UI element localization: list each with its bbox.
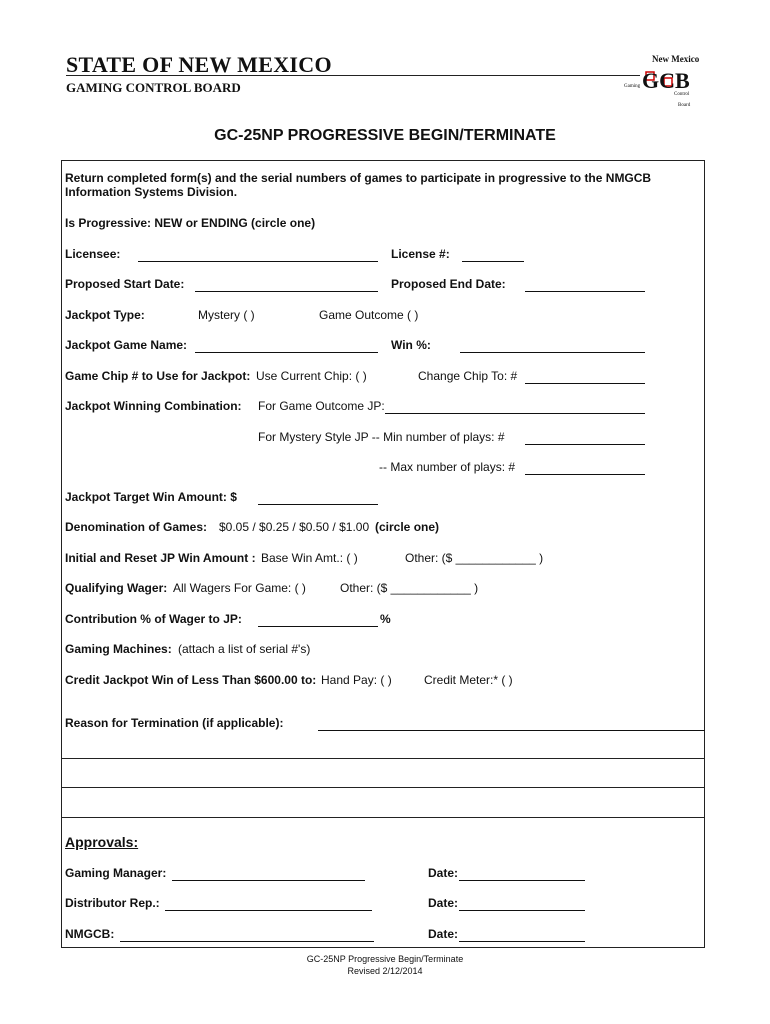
- logo-left-text: Gaming: [624, 84, 641, 89]
- nmgcb-logo-icon: [612, 52, 716, 110]
- end-date-field[interactable]: [525, 291, 645, 292]
- logo-mid-text: Control: [674, 92, 690, 97]
- logo-big-text: GCB: [642, 68, 690, 93]
- start-date-field[interactable]: [195, 291, 378, 292]
- game-outcome-option[interactable]: Game Outcome ( ): [319, 308, 419, 322]
- gaming-manager-date-label: Date:: [428, 866, 459, 880]
- jackpot-type-label: Jackpot Type:: [65, 308, 145, 322]
- change-chip-field[interactable]: [525, 383, 645, 384]
- footer-form-name: GC-25NP Progressive Begin/Terminate: [306, 954, 464, 964]
- mystery-max-plays-field[interactable]: [525, 474, 645, 475]
- target-win-label: Jackpot Target Win Amount: $: [65, 490, 237, 504]
- termination-reason-label: Reason for Termination (if applicable):: [65, 716, 284, 730]
- header-divider: [66, 75, 640, 76]
- game-outcome-jp-field[interactable]: [385, 413, 645, 414]
- nmgcb-date-label: Date:: [428, 927, 459, 941]
- gaming-manager-label: Gaming Manager:: [65, 866, 167, 880]
- denomination-circle-one: (circle one): [375, 520, 440, 534]
- denomination-values[interactable]: $0.05 / $0.25 / $0.50 / $1.00: [219, 520, 370, 534]
- approvals-heading: Approvals:: [65, 834, 139, 850]
- termination-line-3[interactable]: [61, 787, 705, 788]
- logo-bottom-text: Board: [678, 103, 691, 108]
- board-subheading: GAMING CONTROL BOARD: [66, 80, 241, 95]
- other-wager-field[interactable]: Other: ($ ____________ ): [340, 581, 479, 595]
- gaming-manager-date-field[interactable]: [459, 880, 585, 881]
- qualifying-wager-label: Qualifying Wager:: [65, 581, 168, 595]
- jackpot-game-name-label: Jackpot Game Name:: [65, 338, 188, 352]
- credit-jackpot-label: Credit Jackpot Win of Less Than $600.00 to:: [65, 673, 317, 687]
- winning-combination-label: Jackpot Winning Combination:: [65, 399, 242, 413]
- other-win-field[interactable]: Other: ($ ____________ ): [405, 551, 544, 565]
- mystery-min-plays-label: For Mystery Style JP -- Min number of plays: #: [258, 430, 505, 444]
- denomination-label: Denomination of Games:: [65, 520, 208, 534]
- mystery-max-plays-label: -- Max number of plays: #: [379, 460, 516, 474]
- use-current-chip-option[interactable]: Use Current Chip: ( ): [256, 369, 367, 383]
- distributor-rep-date-field[interactable]: [459, 910, 585, 911]
- credit-meter-option[interactable]: Credit Meter:* ( ): [424, 673, 513, 687]
- nmgcb-field[interactable]: [120, 941, 374, 942]
- license-number-field[interactable]: [462, 261, 524, 262]
- intro-line-1: Return completed form(s) and the serial numbers of games to participate in progressive to the NMGCB: [65, 171, 652, 185]
- mystery-min-plays-field[interactable]: [525, 444, 645, 445]
- gaming-manager-field[interactable]: [172, 880, 365, 881]
- target-win-field[interactable]: [258, 504, 378, 505]
- change-chip-label: Change Chip To: #: [418, 369, 518, 383]
- contribution-percent: %: [380, 612, 391, 626]
- form-title: GC-25NP PROGRESSIVE BEGIN/TERMINATE: [214, 127, 556, 144]
- game-outcome-jp-label: For Game Outcome JP:: [258, 399, 385, 413]
- termination-line-4[interactable]: [61, 817, 705, 818]
- footer-revised: Revised 2/12/2014: [347, 966, 423, 976]
- start-date-label: Proposed Start Date:: [65, 277, 185, 291]
- initial-reset-label: Initial and Reset JP Win Amount :: [65, 551, 256, 565]
- win-percent-label: Win %:: [391, 338, 431, 352]
- distributor-rep-field[interactable]: [165, 910, 372, 911]
- jackpot-game-name-field[interactable]: [195, 352, 378, 353]
- termination-line-2[interactable]: [61, 758, 705, 759]
- hand-pay-option[interactable]: Hand Pay: ( ): [321, 673, 392, 687]
- contribution-label: Contribution % of Wager to JP:: [65, 612, 242, 626]
- end-date-label: Proposed End Date:: [391, 277, 506, 291]
- intro-line-2: Information Systems Division.: [65, 185, 238, 199]
- attach-list-note: (attach a list of serial #'s): [178, 642, 311, 656]
- win-percent-field[interactable]: [460, 352, 645, 353]
- nmgcb-logo: [612, 52, 716, 110]
- game-chip-label: Game Chip # to Use for Jackpot:: [65, 369, 251, 383]
- licensee-field[interactable]: [138, 261, 378, 262]
- termination-reason-field[interactable]: [318, 730, 705, 731]
- nmgcb-date-field[interactable]: [459, 941, 585, 942]
- state-heading: STATE OF NEW MEXICO: [66, 52, 332, 77]
- logo-top-text: New Mexico: [652, 54, 700, 64]
- all-wagers-option[interactable]: All Wagers For Game: ( ): [173, 581, 306, 595]
- mystery-option[interactable]: Mystery ( ): [198, 308, 255, 322]
- nmgcb-label: NMGCB:: [65, 927, 115, 941]
- base-win-option[interactable]: Base Win Amt.: ( ): [261, 551, 358, 565]
- license-number-label: License #:: [391, 247, 450, 261]
- distributor-rep-label: Distributor Rep.:: [65, 896, 160, 910]
- licensee-label: Licensee:: [65, 247, 121, 261]
- is-progressive-label: Is Progressive: NEW or ENDING (circle one): [65, 216, 316, 230]
- contribution-field[interactable]: [258, 626, 378, 627]
- gaming-machines-label: Gaming Machines:: [65, 642, 172, 656]
- distributor-rep-date-label: Date:: [428, 896, 459, 910]
